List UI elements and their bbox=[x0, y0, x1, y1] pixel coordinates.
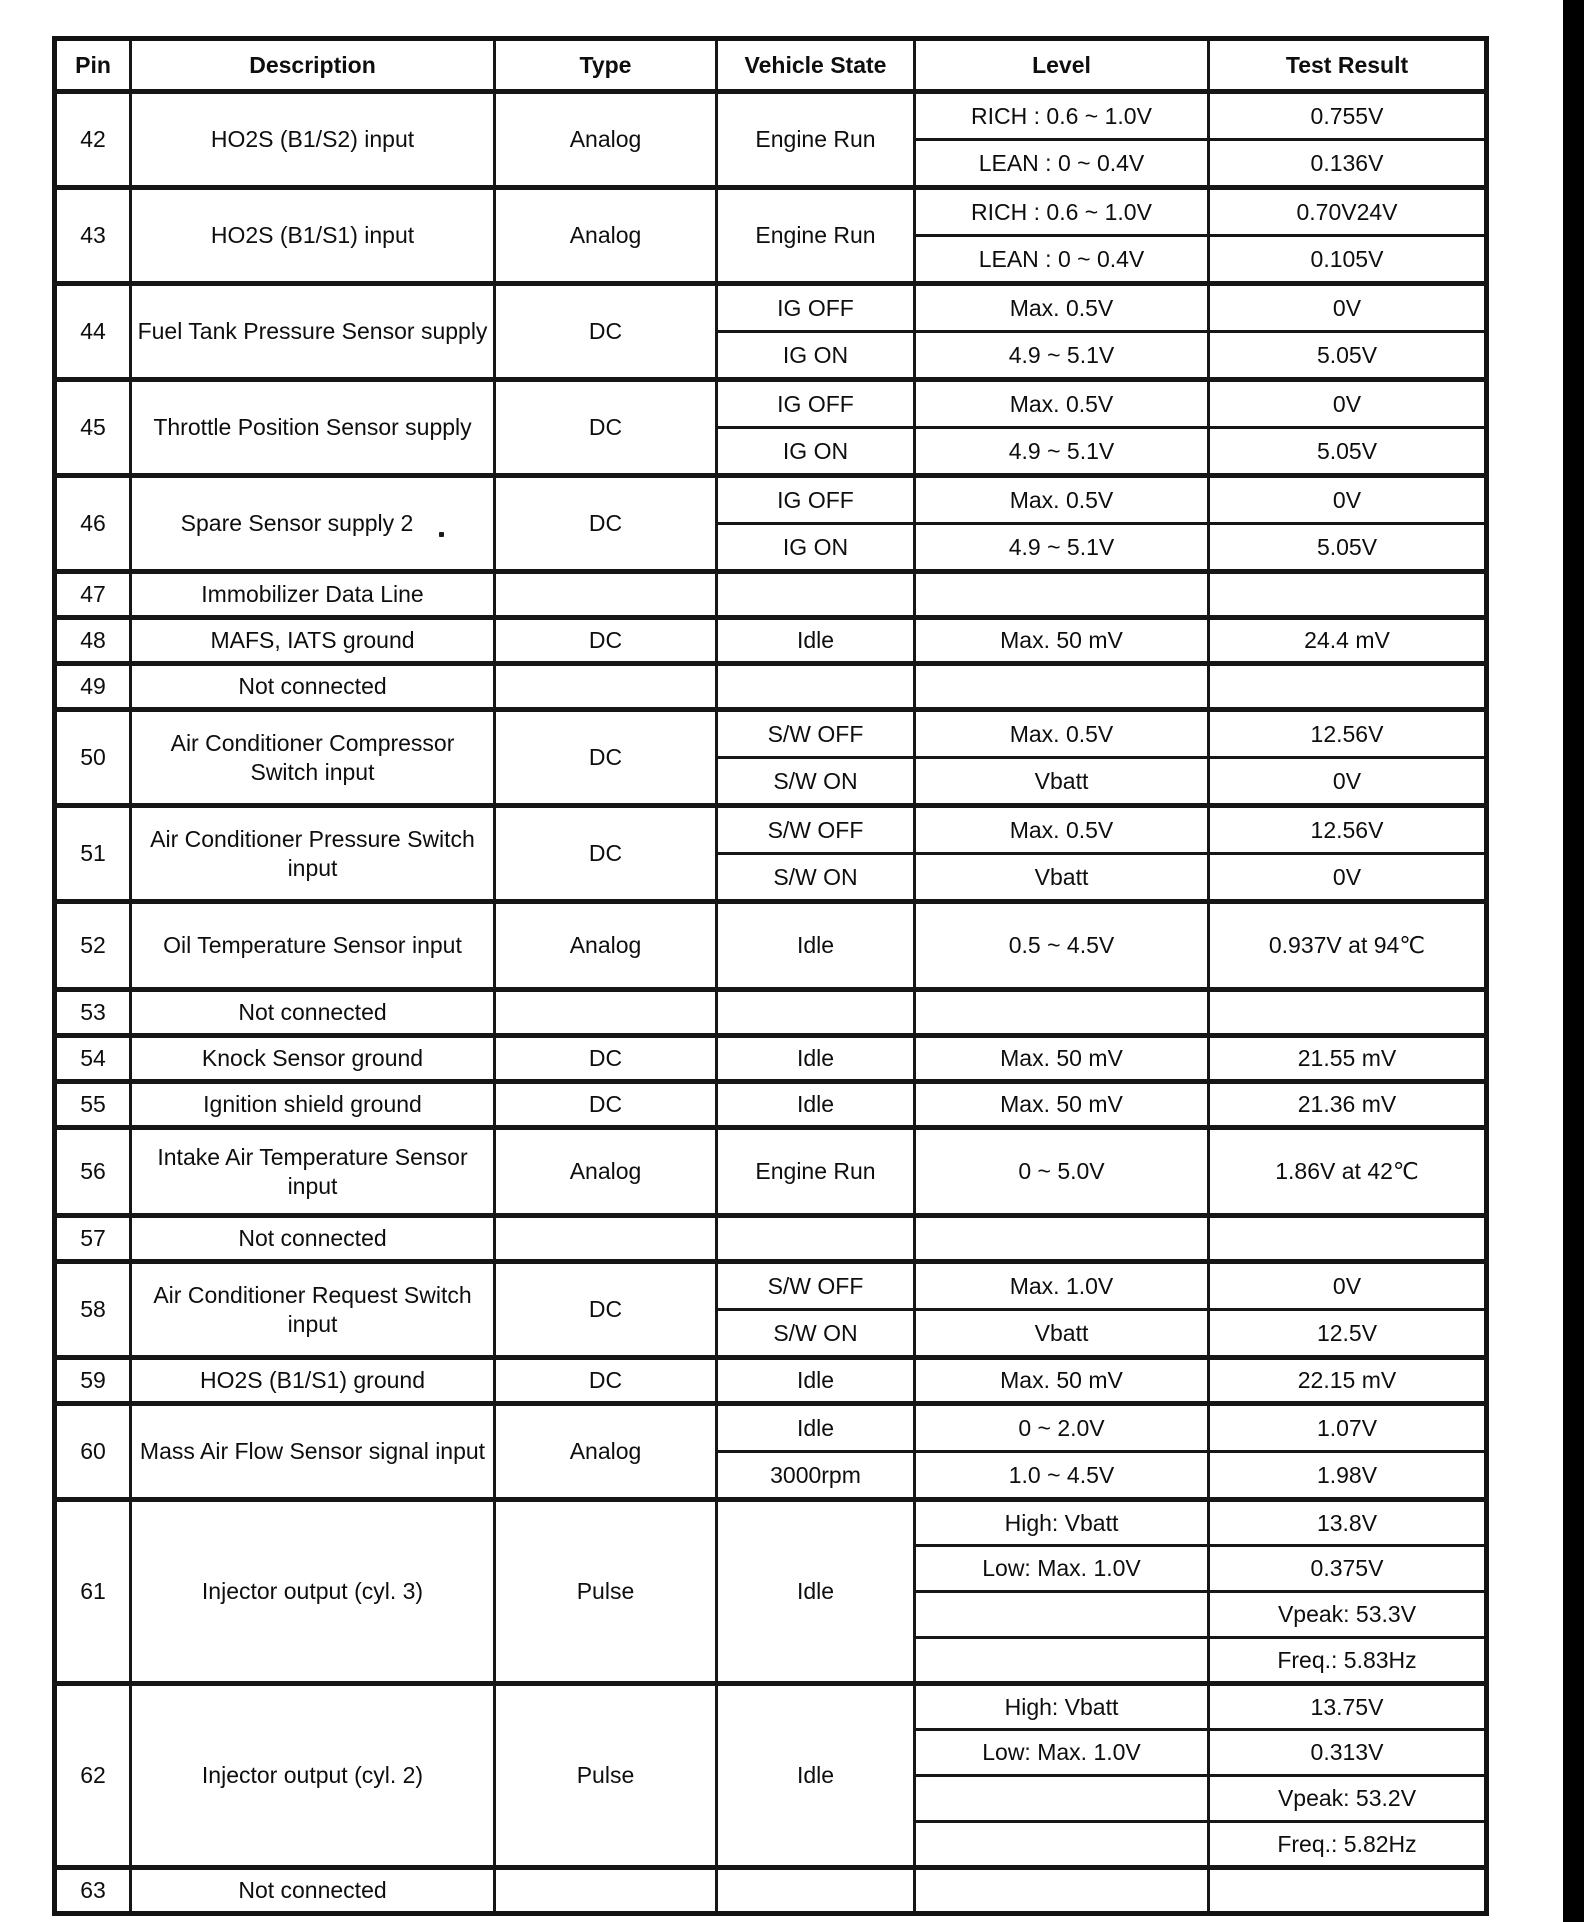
description-cell: Throttle Position Sensor supply bbox=[131, 380, 495, 476]
test-result-cell: 21.55 mV bbox=[1209, 1036, 1487, 1082]
test-result-cell: 1.98V bbox=[1209, 1452, 1487, 1500]
table-row bbox=[55, 990, 1487, 1036]
level-cell: Vbatt bbox=[915, 758, 1209, 806]
test-result-cell: 12.56V bbox=[1209, 806, 1487, 854]
level-cell: Max. 0.5V bbox=[915, 284, 1209, 332]
test-result-cell: Vpeak: 53.3V bbox=[1209, 1592, 1487, 1638]
vehicle-state-cell: Idle bbox=[717, 1404, 915, 1452]
level-cell bbox=[915, 572, 1209, 618]
vehicle-state-cell: S/W OFF bbox=[717, 1262, 915, 1310]
pin-cell: 51 bbox=[55, 806, 131, 902]
test-result-cell: 13.75V bbox=[1209, 1684, 1487, 1730]
scan-edge-band bbox=[1563, 0, 1584, 1922]
level-cell: Max. 50 mV bbox=[915, 1082, 1209, 1128]
pin-cell: 60 bbox=[55, 1404, 131, 1500]
vehicle-state-cell: Idle bbox=[717, 1684, 915, 1868]
pin-cell: 62 bbox=[55, 1684, 131, 1868]
table-row bbox=[55, 1404, 1487, 1452]
test-result-cell: 0.755V bbox=[1209, 92, 1487, 140]
type-cell bbox=[495, 1868, 717, 1914]
pin-cell: 46 bbox=[55, 476, 131, 572]
vehicle-state-cell bbox=[717, 664, 915, 710]
test-result-cell: Freq.: 5.83Hz bbox=[1209, 1638, 1487, 1684]
test-result-cell bbox=[1209, 664, 1487, 710]
type-cell: DC bbox=[495, 1262, 717, 1358]
description-cell: HO2S (B1/S1) ground bbox=[131, 1358, 495, 1404]
vehicle-state-cell: Idle bbox=[717, 1082, 915, 1128]
description-cell: Injector output (cyl. 2) bbox=[131, 1684, 495, 1868]
level-cell: 0 ~ 2.0V bbox=[915, 1404, 1209, 1452]
pin-cell: 63 bbox=[55, 1868, 131, 1914]
level-cell: Max. 0.5V bbox=[915, 710, 1209, 758]
level-cell: Max. 0.5V bbox=[915, 476, 1209, 524]
level-cell: 4.9 ~ 5.1V bbox=[915, 428, 1209, 476]
level-cell: Max. 50 mV bbox=[915, 618, 1209, 664]
level-cell: Low: Max. 1.0V bbox=[915, 1730, 1209, 1776]
pin-cell: 47 bbox=[55, 572, 131, 618]
test-result-cell: 21.36 mV bbox=[1209, 1082, 1487, 1128]
table-row bbox=[55, 664, 1487, 710]
vehicle-state-cell: 3000rpm bbox=[717, 1452, 915, 1500]
pin-cell: 57 bbox=[55, 1216, 131, 1262]
description-cell: Intake Air Temperature Sensor input bbox=[131, 1128, 495, 1216]
table-row bbox=[55, 1868, 1487, 1914]
vehicle-state-cell: IG OFF bbox=[717, 476, 915, 524]
vehicle-state-cell: S/W ON bbox=[717, 758, 915, 806]
type-cell: Analog bbox=[495, 1404, 717, 1500]
test-result-cell: 0V bbox=[1209, 476, 1487, 524]
table-row bbox=[55, 92, 1487, 140]
level-cell: Max. 0.5V bbox=[915, 806, 1209, 854]
table-row bbox=[55, 284, 1487, 332]
table-row bbox=[55, 1082, 1487, 1128]
table-row bbox=[55, 476, 1487, 524]
pin-cell: 50 bbox=[55, 710, 131, 806]
test-result-cell: 22.15 mV bbox=[1209, 1358, 1487, 1404]
pin-cell: 59 bbox=[55, 1358, 131, 1404]
description-cell: Fuel Tank Pressure Sensor supply bbox=[131, 284, 495, 380]
description-cell: Injector output (cyl. 3) bbox=[131, 1500, 495, 1684]
test-result-cell: 0V bbox=[1209, 758, 1487, 806]
vehicle-state-cell: S/W OFF bbox=[717, 710, 915, 758]
level-cell: 4.9 ~ 5.1V bbox=[915, 524, 1209, 572]
vehicle-state-cell: IG ON bbox=[717, 524, 915, 572]
test-result-cell: 0V bbox=[1209, 284, 1487, 332]
type-cell: DC bbox=[495, 806, 717, 902]
level-cell: LEAN : 0 ~ 0.4V bbox=[915, 236, 1209, 284]
test-result-cell bbox=[1209, 1216, 1487, 1262]
type-cell: Analog bbox=[495, 188, 717, 284]
test-result-cell: 5.05V bbox=[1209, 428, 1487, 476]
pin-cell: 55 bbox=[55, 1082, 131, 1128]
vehicle-state-cell: Idle bbox=[717, 1500, 915, 1684]
test-result-cell: 12.56V bbox=[1209, 710, 1487, 758]
level-cell bbox=[915, 1868, 1209, 1914]
description-text: Spare Sensor supply 2 bbox=[180, 510, 414, 537]
level-cell: Max. 50 mV bbox=[915, 1036, 1209, 1082]
table-row bbox=[55, 380, 1487, 428]
level-cell: Max. 1.0V bbox=[915, 1262, 1209, 1310]
level-cell bbox=[915, 1216, 1209, 1262]
level-cell bbox=[915, 664, 1209, 710]
test-result-cell: 13.8V bbox=[1209, 1500, 1487, 1546]
pin-cell: 61 bbox=[55, 1500, 131, 1684]
table-row bbox=[55, 710, 1487, 758]
vehicle-state-cell: IG OFF bbox=[717, 380, 915, 428]
level-cell: 0.5 ~ 4.5V bbox=[915, 902, 1209, 990]
pin-cell: 56 bbox=[55, 1128, 131, 1216]
level-cell bbox=[915, 1592, 1209, 1638]
test-result-cell: 0V bbox=[1209, 1262, 1487, 1310]
pin-cell: 45 bbox=[55, 380, 131, 476]
pin-cell: 49 bbox=[55, 664, 131, 710]
level-cell bbox=[915, 1776, 1209, 1822]
test-result-cell: 1.86V at 42℃ bbox=[1209, 1128, 1487, 1216]
level-cell: LEAN : 0 ~ 0.4V bbox=[915, 140, 1209, 188]
description-cell: Immobilizer Data Line bbox=[131, 572, 495, 618]
scan-artifact-dot bbox=[439, 532, 444, 537]
level-cell: RICH : 0.6 ~ 1.0V bbox=[915, 92, 1209, 140]
type-cell: Pulse bbox=[495, 1500, 717, 1684]
pin-cell: 48 bbox=[55, 618, 131, 664]
test-result-cell: 5.05V bbox=[1209, 524, 1487, 572]
description-cell bbox=[131, 476, 495, 572]
test-result-cell: 5.05V bbox=[1209, 332, 1487, 380]
description-cell: Air Conditioner Request Switch input bbox=[131, 1262, 495, 1358]
table-row bbox=[55, 618, 1487, 664]
pin-cell: 43 bbox=[55, 188, 131, 284]
table-row bbox=[55, 1358, 1487, 1404]
vehicle-state-cell: Idle bbox=[717, 1036, 915, 1082]
table-row bbox=[55, 1262, 1487, 1310]
test-result-cell: 0V bbox=[1209, 380, 1487, 428]
test-result-cell: 1.07V bbox=[1209, 1404, 1487, 1452]
header-type: Type bbox=[495, 39, 717, 92]
table-row bbox=[55, 806, 1487, 854]
test-result-cell: 24.4 mV bbox=[1209, 618, 1487, 664]
description-cell: Ignition shield ground bbox=[131, 1082, 495, 1128]
vehicle-state-cell: Engine Run bbox=[717, 1128, 915, 1216]
test-result-cell: Freq.: 5.82Hz bbox=[1209, 1822, 1487, 1868]
level-cell: 4.9 ~ 5.1V bbox=[915, 332, 1209, 380]
level-cell bbox=[915, 1822, 1209, 1868]
table-row bbox=[55, 1128, 1487, 1216]
vehicle-state-cell: IG ON bbox=[717, 428, 915, 476]
vehicle-state-cell: S/W ON bbox=[717, 854, 915, 902]
pin-cell: 54 bbox=[55, 1036, 131, 1082]
type-cell bbox=[495, 664, 717, 710]
test-result-cell: 0.70V24V bbox=[1209, 188, 1487, 236]
vehicle-state-cell: Engine Run bbox=[717, 92, 915, 188]
description-cell: Not connected bbox=[131, 1216, 495, 1262]
vehicle-state-cell: IG OFF bbox=[717, 284, 915, 332]
test-result-cell: 0.937V at 94℃ bbox=[1209, 902, 1487, 990]
description-cell: MAFS, IATS ground bbox=[131, 618, 495, 664]
level-cell: Low: Max. 1.0V bbox=[915, 1546, 1209, 1592]
level-cell: Max. 0.5V bbox=[915, 380, 1209, 428]
level-cell: 0 ~ 5.0V bbox=[915, 1128, 1209, 1216]
type-cell: Analog bbox=[495, 1128, 717, 1216]
test-result-cell: 0.313V bbox=[1209, 1730, 1487, 1776]
test-result-cell: 0.105V bbox=[1209, 236, 1487, 284]
pin-cell: 42 bbox=[55, 92, 131, 188]
header-description: Description bbox=[131, 39, 495, 92]
vehicle-state-cell: IG ON bbox=[717, 332, 915, 380]
description-cell: Oil Temperature Sensor input bbox=[131, 902, 495, 990]
type-cell: Analog bbox=[495, 92, 717, 188]
vehicle-state-cell bbox=[717, 990, 915, 1036]
test-result-cell bbox=[1209, 572, 1487, 618]
test-result-cell bbox=[1209, 1868, 1487, 1914]
description-cell: Mass Air Flow Sensor signal input bbox=[131, 1404, 495, 1500]
test-result-cell: 0.375V bbox=[1209, 1546, 1487, 1592]
vehicle-state-cell: S/W ON bbox=[717, 1310, 915, 1358]
type-cell: DC bbox=[495, 1082, 717, 1128]
header-test-result: Test Result bbox=[1209, 39, 1487, 92]
vehicle-state-cell bbox=[717, 1216, 915, 1262]
test-result-cell: 0V bbox=[1209, 854, 1487, 902]
pin-cell: 44 bbox=[55, 284, 131, 380]
vehicle-state-cell: Idle bbox=[717, 1358, 915, 1404]
table-row bbox=[55, 1216, 1487, 1262]
vehicle-state-cell: Idle bbox=[717, 902, 915, 990]
header-level: Level bbox=[915, 39, 1209, 92]
type-cell: DC bbox=[495, 1036, 717, 1082]
description-cell: Air Conditioner Pressure Switch input bbox=[131, 806, 495, 902]
level-cell: Max. 50 mV bbox=[915, 1358, 1209, 1404]
test-result-cell: 0.136V bbox=[1209, 140, 1487, 188]
test-result-cell: 12.5V bbox=[1209, 1310, 1487, 1358]
table-header-row bbox=[55, 39, 1487, 92]
pin-cell: 53 bbox=[55, 990, 131, 1036]
type-cell: DC bbox=[495, 476, 717, 572]
type-cell bbox=[495, 990, 717, 1036]
vehicle-state-cell: Engine Run bbox=[717, 188, 915, 284]
description-cell: HO2S (B1/S1) input bbox=[131, 188, 495, 284]
table-row bbox=[55, 188, 1487, 236]
level-cell: High: Vbatt bbox=[915, 1684, 1209, 1730]
table-row bbox=[55, 902, 1487, 990]
description-cell: HO2S (B1/S2) input bbox=[131, 92, 495, 188]
type-cell: DC bbox=[495, 618, 717, 664]
description-cell: Not connected bbox=[131, 664, 495, 710]
table-row bbox=[55, 572, 1487, 618]
description-cell: Knock Sensor ground bbox=[131, 1036, 495, 1082]
type-cell: Pulse bbox=[495, 1684, 717, 1868]
type-cell: DC bbox=[495, 284, 717, 380]
level-cell bbox=[915, 990, 1209, 1036]
level-cell: Vbatt bbox=[915, 1310, 1209, 1358]
description-cell: Not connected bbox=[131, 990, 495, 1036]
pin-cell: 52 bbox=[55, 902, 131, 990]
test-result-cell: Vpeak: 53.2V bbox=[1209, 1776, 1487, 1822]
pin-cell: 58 bbox=[55, 1262, 131, 1358]
level-cell bbox=[915, 1638, 1209, 1684]
vehicle-state-cell: S/W OFF bbox=[717, 806, 915, 854]
level-cell: RICH : 0.6 ~ 1.0V bbox=[915, 188, 1209, 236]
header-vehicle-state: Vehicle State bbox=[717, 39, 915, 92]
level-cell: High: Vbatt bbox=[915, 1500, 1209, 1546]
type-cell: DC bbox=[495, 380, 717, 476]
type-cell bbox=[495, 1216, 717, 1262]
type-cell: DC bbox=[495, 710, 717, 806]
type-cell: Analog bbox=[495, 902, 717, 990]
table-row bbox=[55, 1500, 1487, 1546]
header-pin: Pin bbox=[55, 39, 131, 92]
type-cell: DC bbox=[495, 1358, 717, 1404]
vehicle-state-cell bbox=[717, 572, 915, 618]
vehicle-state-cell: Idle bbox=[717, 618, 915, 664]
level-cell: Vbatt bbox=[915, 854, 1209, 902]
table-row bbox=[55, 1036, 1487, 1082]
pin-signal-table bbox=[52, 36, 1489, 1916]
description-cell: Not connected bbox=[131, 1868, 495, 1914]
description-cell: Air Conditioner Compressor Switch input bbox=[131, 710, 495, 806]
test-result-cell bbox=[1209, 990, 1487, 1036]
vehicle-state-cell bbox=[717, 1868, 915, 1914]
type-cell bbox=[495, 572, 717, 618]
table-row bbox=[55, 1684, 1487, 1730]
level-cell: 1.0 ~ 4.5V bbox=[915, 1452, 1209, 1500]
